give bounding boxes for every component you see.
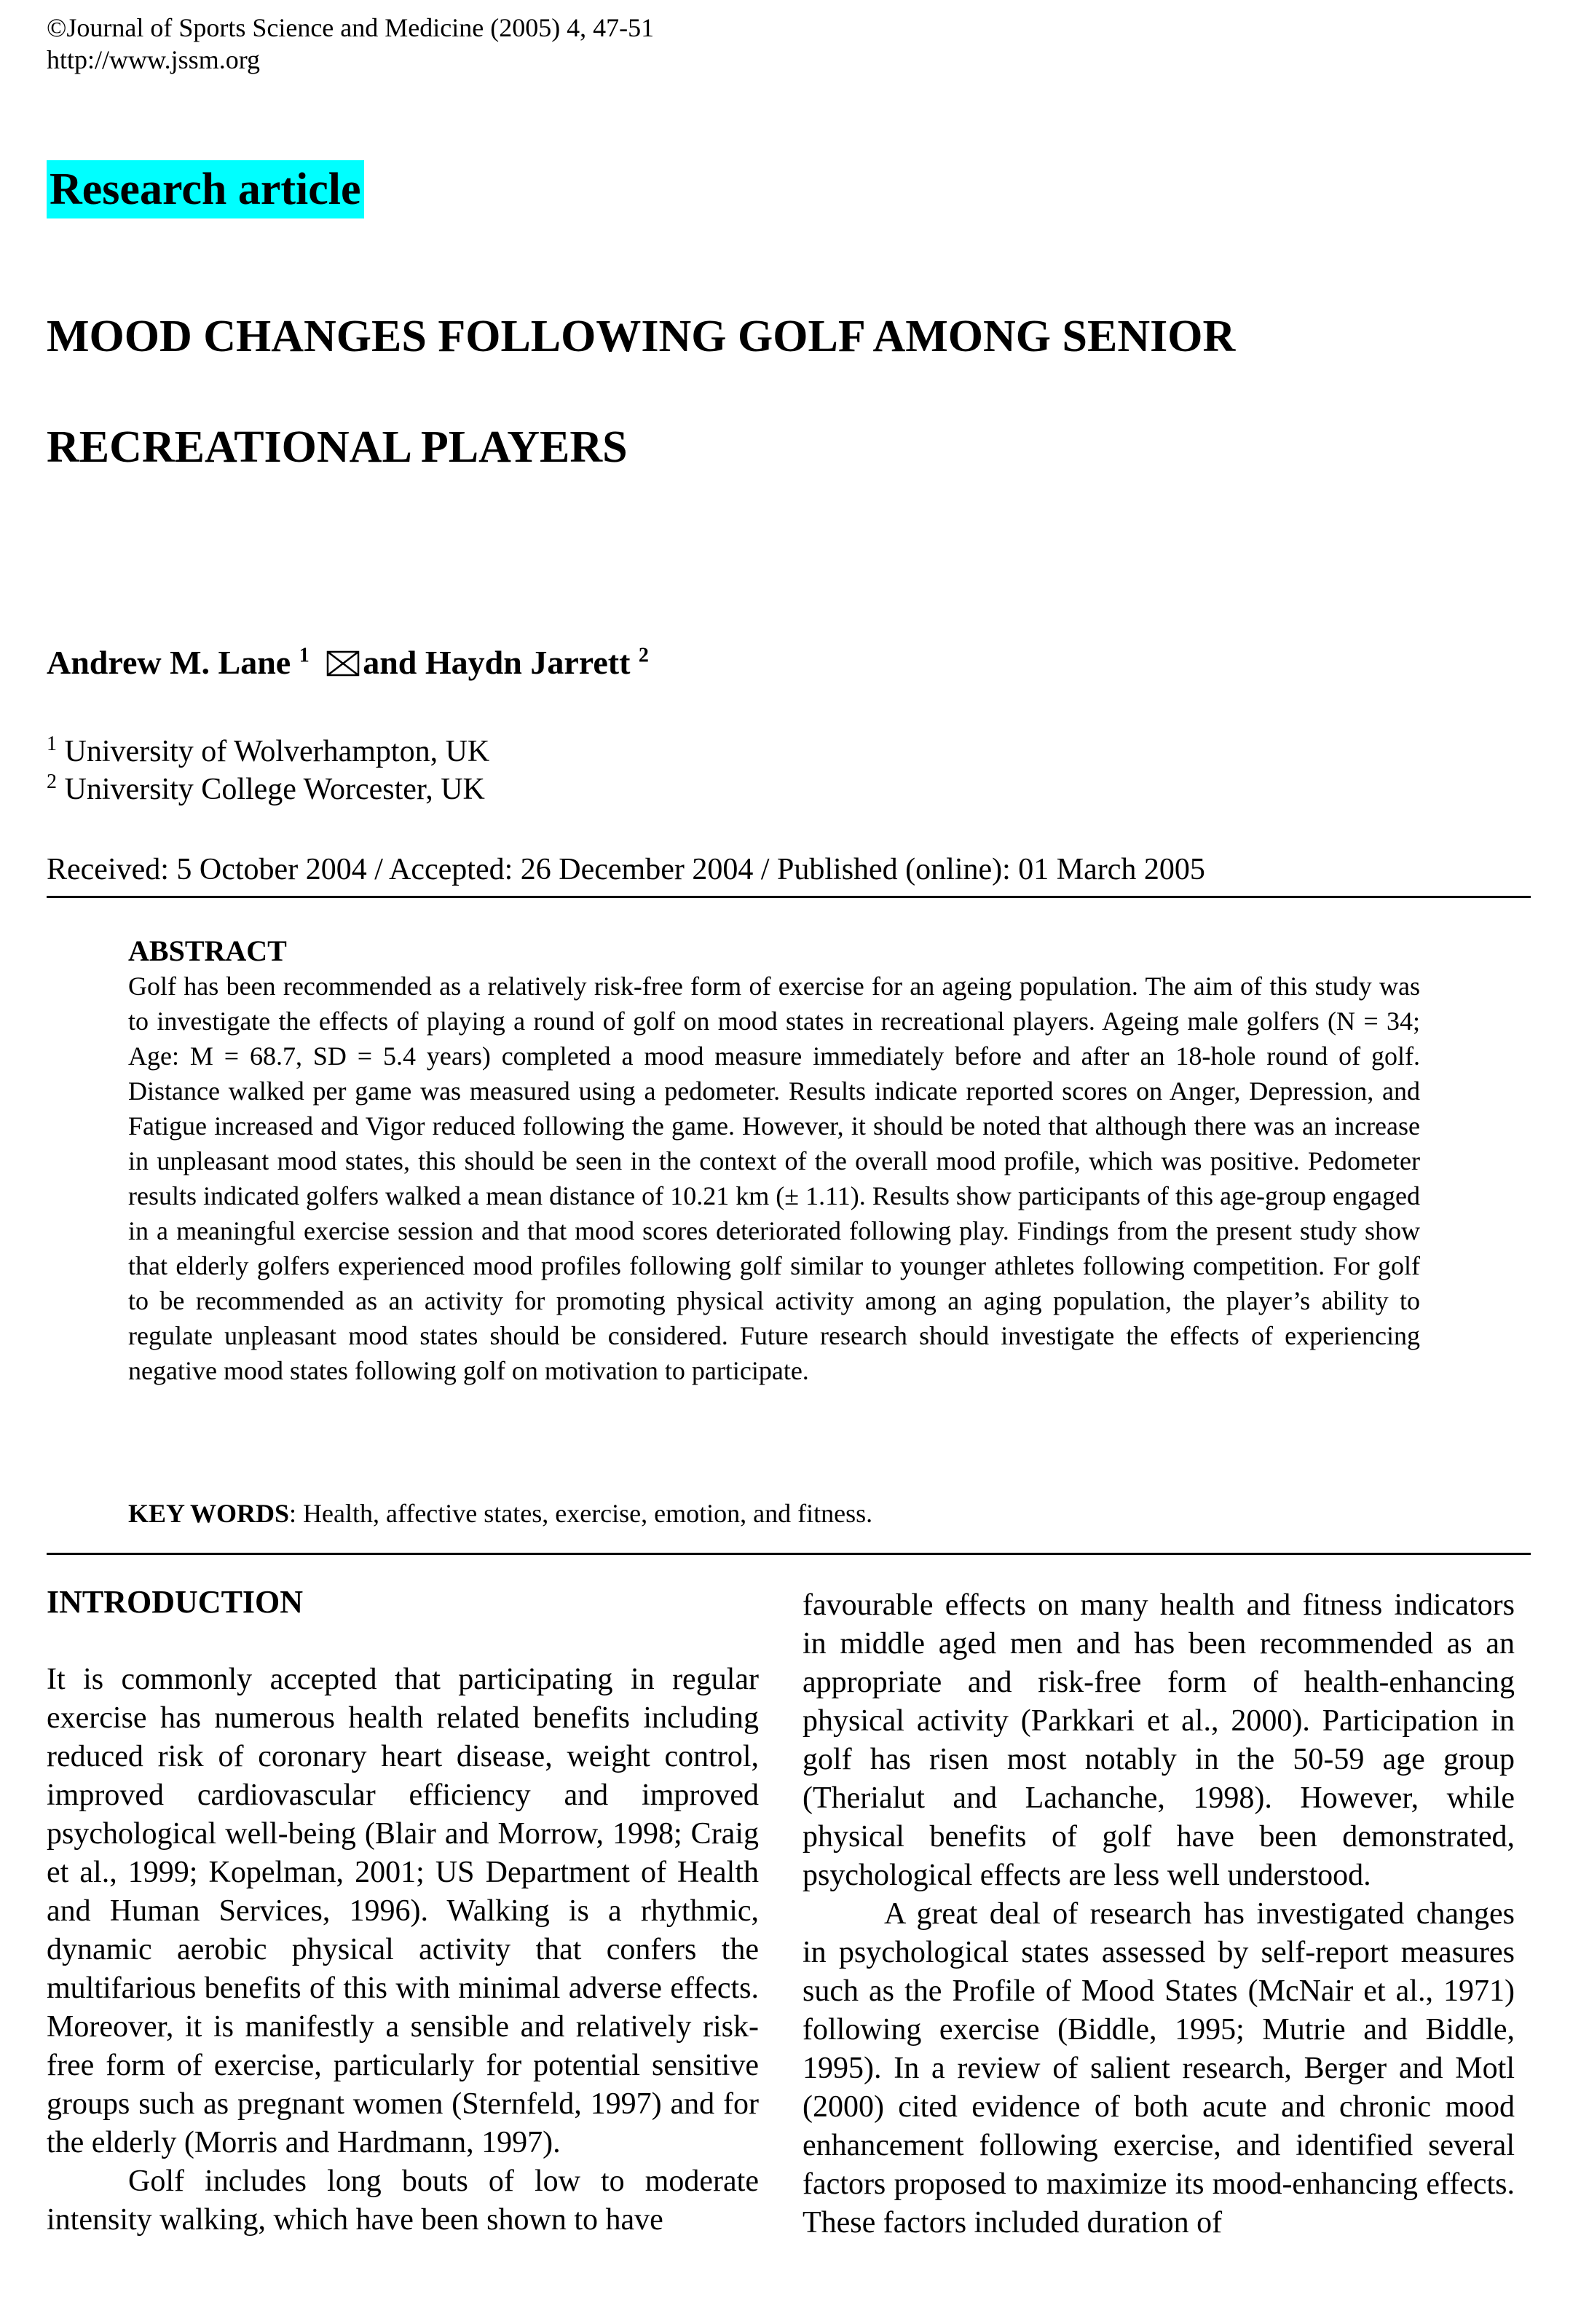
abstract-text: Golf has been recommended as a relatively risk-free form of exercise for an ageing population. The aim of this study was to investigate the effects of playing a round of golf on mood states in recreational players. Ageing male golfers (N = 34; Age: M = 68.7, SD = 5.4 years) completed a mood measure immediately before and after an 18-hole round of golf. Distance walked per game was measured using a pedometer. Results indicate reported scores on Anger, Depression, and Fatigue increased and Vigor reduced following the game. However, it should be noted that although there was an increase in unpleasant mood states, this should be seen in the context of the overall mood profile, which was positive. Pedometer results indicated golfers walked a mean distance of 10.21 km (± 1.11). Results show participants of this age-group engaged in a meaningful exercise session and that mood scores deteriorated following play. Findings from the present study show that elderly golfers experienced mood profiles following golf similar to younger athletes following competition. For golf to be recommended as an activity for promoting physical activity among an aging population, the player’s ability to regulate unpleasant mood states should be considered. Future research should investigate the effects of experiencing negative mood states following golf on motivation to participate.: [128, 972, 1420, 1385]
keywords-label: KEY WORDS: [128, 1499, 290, 1528]
affiliation-1-marker: 1: [47, 733, 57, 755]
author-2-affiliation-marker: 2: [638, 644, 649, 667]
author-connector: and: [363, 644, 417, 681]
journal-citation: ©Journal of Sports Science and Medicine (2005) 4, 47-51: [47, 13, 655, 42]
abstract-section: [128, 934, 1420, 1388]
envelope-icon[interactable]: [326, 650, 360, 677]
body-right-column: [803, 1586, 1515, 2242]
body-left-column: [47, 1582, 759, 2240]
abstract-divider: [47, 1553, 1531, 1555]
article-title-line-2: RECREATIONAL PLAYERS: [47, 422, 628, 472]
affiliation-2: [47, 771, 485, 808]
article-type-label: Research article: [47, 160, 364, 218]
abstract-heading: ABSTRACT: [128, 934, 287, 967]
author-2-name[interactable]: Haydn Jarrett: [425, 644, 631, 681]
affiliation-1-text: University of Wolverhampton, UK: [64, 735, 490, 768]
journal-url[interactable]: http://www.jssm.org: [47, 45, 261, 74]
keywords: [128, 1496, 872, 1531]
keywords-text: : Health, affective states, exercise, emotion, and fitness.: [289, 1499, 873, 1528]
introduction-heading: INTRODUCTION: [47, 1584, 304, 1620]
intro-paragraph-2: Golf includes long bouts of low to moderate intensity walking, which have been shown to have: [47, 2165, 759, 2237]
intro-paragraph-1: It is commonly accepted that participating in regular exercise has numerous health related benefits including reduced risk of coronary heart disease, weight control, improved cardiovascular efficiency and improved psychological well-being (Blair and Morrow, 1998; Craig et al., 1999; Kopelman, 2001; US Department of Health and Human Services, 1996). Walking is a rhythmic, dynamic aerobic physical activity that confers the multifarious benefits of this with minimal adverse effects. Moreover, it is manifestly a sensible and relatively risk-free form of exercise, particularly for potential sensitive groups such as pregnant women (Sternfeld, 1997) and for the elderly (Morris and Hardmann, 1997).: [47, 1663, 759, 2159]
affiliation-2-marker: 2: [47, 771, 57, 793]
article-title-line-1: MOOD CHANGES FOLLOWING GOLF AMONG SENIOR: [47, 312, 1236, 361]
affiliation-2-text: University College Worcester, UK: [64, 773, 485, 806]
intro-paragraph-3: A great deal of research has investigated changes in psychological states assessed by self-report measures such as the Profile of Mood States (McNair et al., 1971) following exercise (Biddle, 1995; Mutrie and Biddle, 1995). In a review of salient research, Berger and Motl (2000) cited evidence of both acute and chronic mood enhancement following exercise, and identified several factors proposed to maximize its mood-enhancing effects. These factors included duration of: [803, 1897, 1515, 2240]
header-divider: [47, 896, 1531, 898]
author-line: [47, 641, 649, 685]
author-1-name[interactable]: Andrew M. Lane: [47, 644, 291, 681]
affiliation-1: [47, 733, 489, 771]
publication-dates: Received: 5 October 2004 / Accepted: 26 December 2004 / Published (online): 01 March 2005: [47, 853, 1205, 886]
intro-paragraph-2-continued: favourable effects on many health and fitness indicators in middle aged men and has been recommended as an appropriate and risk-free form of health-enhancing physical activity (Parkkari et al., 2000). Participation in golf has risen most notably in the 50-59 age group (Therialut and Lachanche, 1998). However, while physical benefits of golf have been demonstrated, psychological effects are less well understood.: [803, 1588, 1515, 1892]
author-1-affiliation-marker: 1: [299, 644, 309, 667]
